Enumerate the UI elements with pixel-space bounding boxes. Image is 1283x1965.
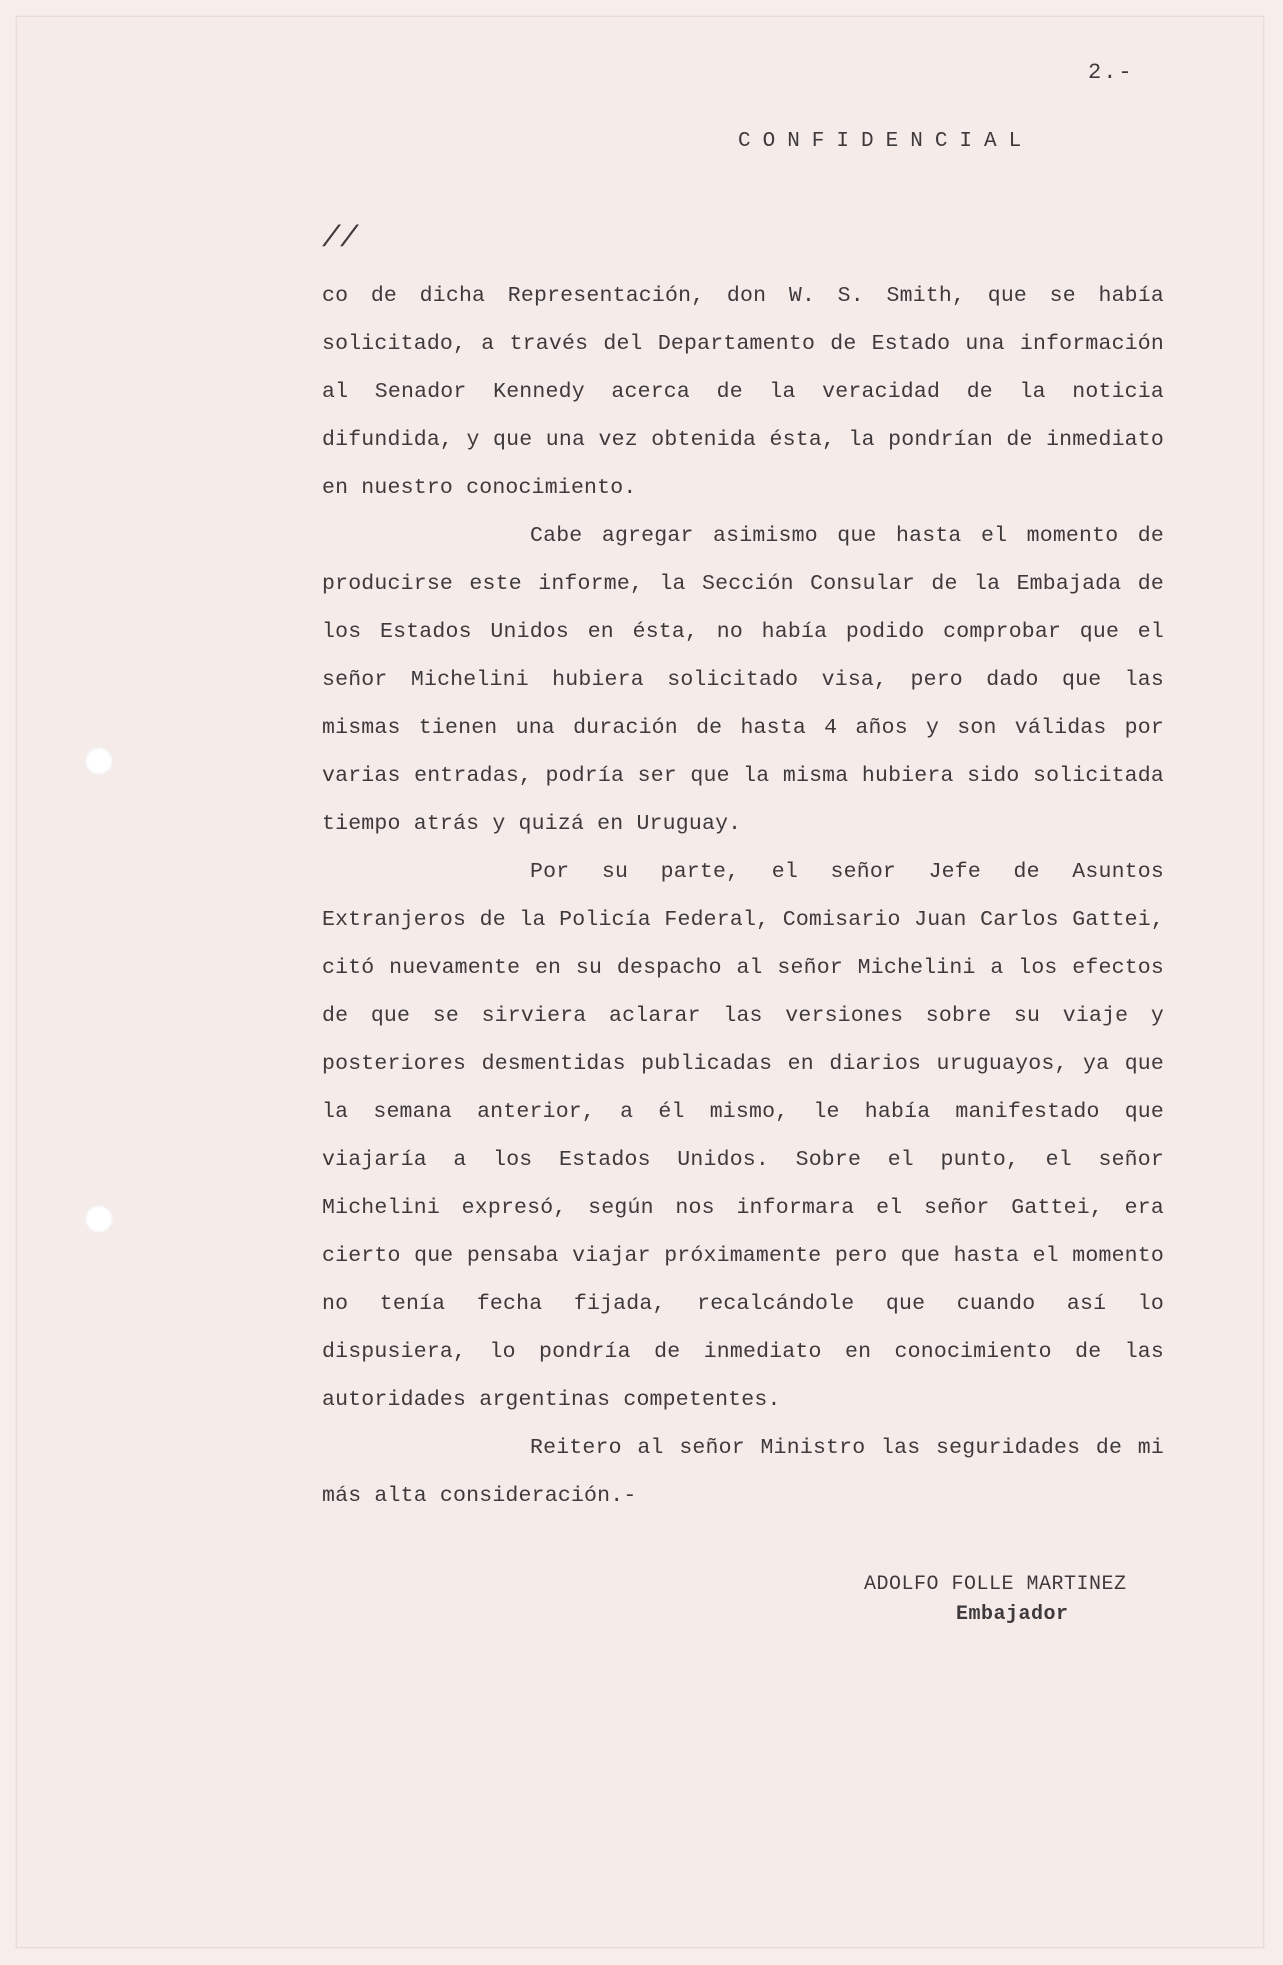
confidential-header: CONFIDENCIAL xyxy=(738,130,1034,153)
punch-hole xyxy=(85,1205,113,1233)
signatory-name: ADOLFO FOLLE MARTINEZ xyxy=(864,1573,1127,1596)
letter-body xyxy=(322,272,1164,1520)
page-number: 2.- xyxy=(1088,60,1134,85)
signatory-title: Embajador xyxy=(956,1603,1069,1626)
paragraph: Reitero al señor Ministro las seguridades de mi más alta consideración.- xyxy=(322,1436,1164,1508)
paragraph: Cabe agregar asimismo que hasta el momento de producirse este informe, la Sección Consular de la Embajada de los Estados Unidos en ésta, no había podido comprobar que el señor Michelini hubiera solicitado visa, pero dado que las mismas tienen una duración de hasta 4 años y son válidas por varias entradas, podría ser que la misma hubiera sido solicitada tiempo atrás y quizá en Uruguay. xyxy=(322,524,1164,836)
continuation-mark: // xyxy=(322,222,359,256)
paragraph: Por su parte, el señor Jefe de Asuntos Extranjeros de la Policía Federal, Comisario Juan Carlos Gattei, citó nuevamente en su despacho al señor Michelini a los efectos de que se sirviera aclarar las versiones sobre su viaje y posteriores desmentidas publicadas en diarios uruguayos, ya que la semana anterior, a él mismo, le había manifestado que viajaría a los Estados Unidos. Sobre el punto, el señor Michelini expresó, según nos informara el señor Gattei, era cierto que pensaba viajar próximamente pero que hasta el momento no tenía fecha fijada, recalcándole que cuando así lo dispusiera, lo pondría de inmediato en conocimiento de las autoridades argentinas competentes. xyxy=(322,860,1164,1412)
signature-block xyxy=(864,1570,1127,1630)
paragraph: co de dicha Representación, don W. S. Smith, que se había solicitado, a través del Departamento de Estado una información al Senador Kennedy acerca de la veracidad de la noticia difundida, y que una vez obtenida ésta, la pondrían de inmediato en nuestro conocimiento. xyxy=(322,284,1164,500)
punch-hole xyxy=(85,747,113,775)
